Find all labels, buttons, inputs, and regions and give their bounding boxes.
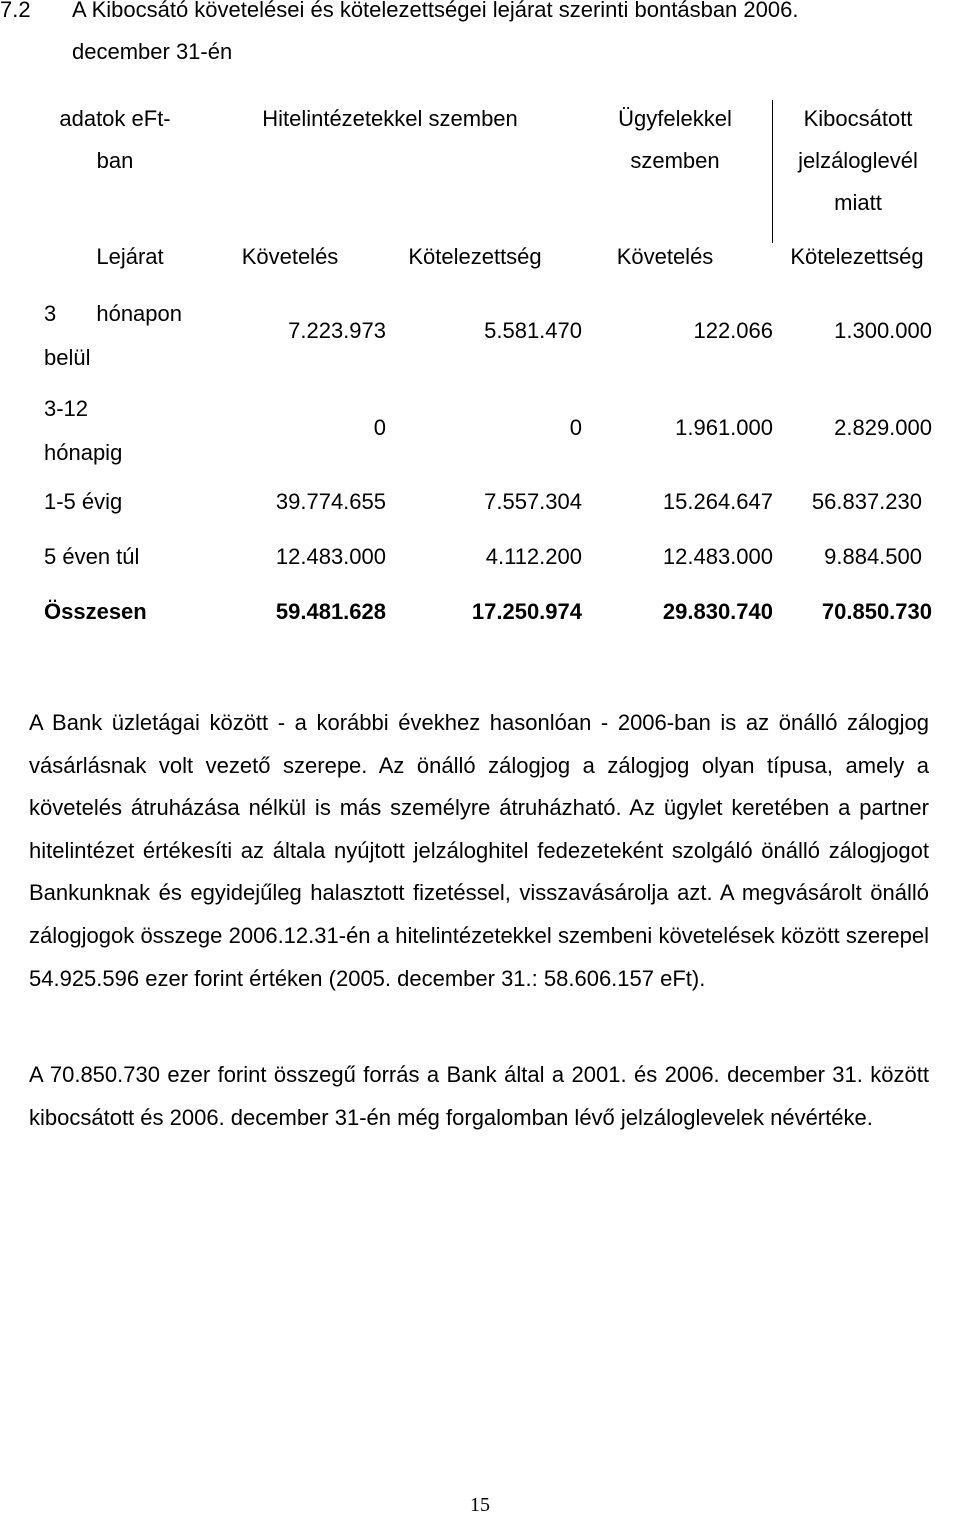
table-cell: 5.581.470 (484, 318, 582, 343)
section-number: 7.2 (0, 0, 31, 22)
row-label: 5 éven túl (44, 544, 140, 569)
total-cell: 70.850.730 (821, 599, 932, 624)
body-paragraph: A 70.850.730 ezer forint összegű forrás a Bank által a 2001. és 2006. december 31. között kibocsátott és 2006. december 31-én még forgalomban lévő jelzáloglevelek névértéke. (29, 1062, 929, 1130)
col-header-kotelezettseg-1: Kötelezettség (408, 244, 542, 269)
table-cell: 1.961.000 (675, 415, 773, 440)
table-cell: 12.483.000 (662, 544, 773, 569)
col-header-kovetelés-2: Követelés (616, 244, 714, 269)
table-cell: 9.884.500 (824, 544, 922, 569)
table-cell: 7.223.973 (288, 318, 386, 343)
table-cell: 1.300.000 (834, 318, 932, 343)
table-cell: 39.774.655 (275, 489, 386, 514)
table-cell: 56.837.230 (811, 489, 922, 514)
col-header-lejarat: Lejárat (96, 244, 164, 269)
total-label: Összesen (44, 599, 147, 624)
table-cell: 2.829.000 (834, 415, 932, 440)
header-ugyfelek: Ügyfelekkel szemben (618, 106, 732, 173)
total-cell: 17.250.974 (471, 599, 582, 624)
table-cell: 0 (569, 415, 582, 440)
col-header-kotelezettseg-2: Kötelezettség (790, 244, 924, 269)
total-cell: 29.830.740 (662, 599, 773, 624)
table-cell: 0 (373, 415, 386, 440)
body-paragraph: A Bank üzletágai között - a korábbi évekhez hasonlóan - 2006-ban is az önálló zálogjog vásárlásnak volt vezető szerepe. Az önálló zálogjog a zálogjog olyan típusa, amely a követelés átruházása nélkül is más személyre átruházható. Az ügylet keretében a partner hitelintézet értékesíti az általa nyújtott jelzáloghitel fedezeteként szolgáló önálló zálogjogot Bankunknak és egyidejűleg halasztott fizetéssel, visszavásárolja azt. A megvásárolt önálló zálogjogok összege 2006.12.31-én a hitelintézetekkel szembeni követelések között szerepel 54.925.596 ezer forint értéken (2005. december 31.: 58.606.157 eFt). (29, 710, 929, 991)
row-label: 3-12 hónapig (44, 396, 123, 465)
table-cell: 12.483.000 (275, 544, 386, 569)
table-cell: 15.264.647 (662, 489, 773, 514)
page-number: 15 (470, 1494, 490, 1516)
header-kibocsatott: Kibocsátott jelzáloglevél miatt (798, 106, 918, 215)
unit-header: adatok eFt- ban (59, 106, 171, 173)
total-cell: 59.481.628 (275, 599, 386, 624)
col-header-kovetelés-1: Követelés (241, 244, 339, 269)
section-title: A Kibocsátó követelései és kötelezettségei lejárat szerinti bontásban 2006. (72, 0, 799, 22)
table-cell: 4.112.200 (485, 544, 582, 569)
table-cell: 122.066 (693, 318, 773, 343)
section-title-continued: december 31-én (72, 39, 233, 64)
row-label: 1-5 évig (44, 489, 123, 514)
header-hitelintezetek: Hitelintézetekkel szemben (262, 106, 518, 131)
table-cell: 7.557.304 (484, 489, 582, 514)
row-label: 3 hónapon belül (44, 301, 182, 370)
header-divider (772, 100, 773, 243)
